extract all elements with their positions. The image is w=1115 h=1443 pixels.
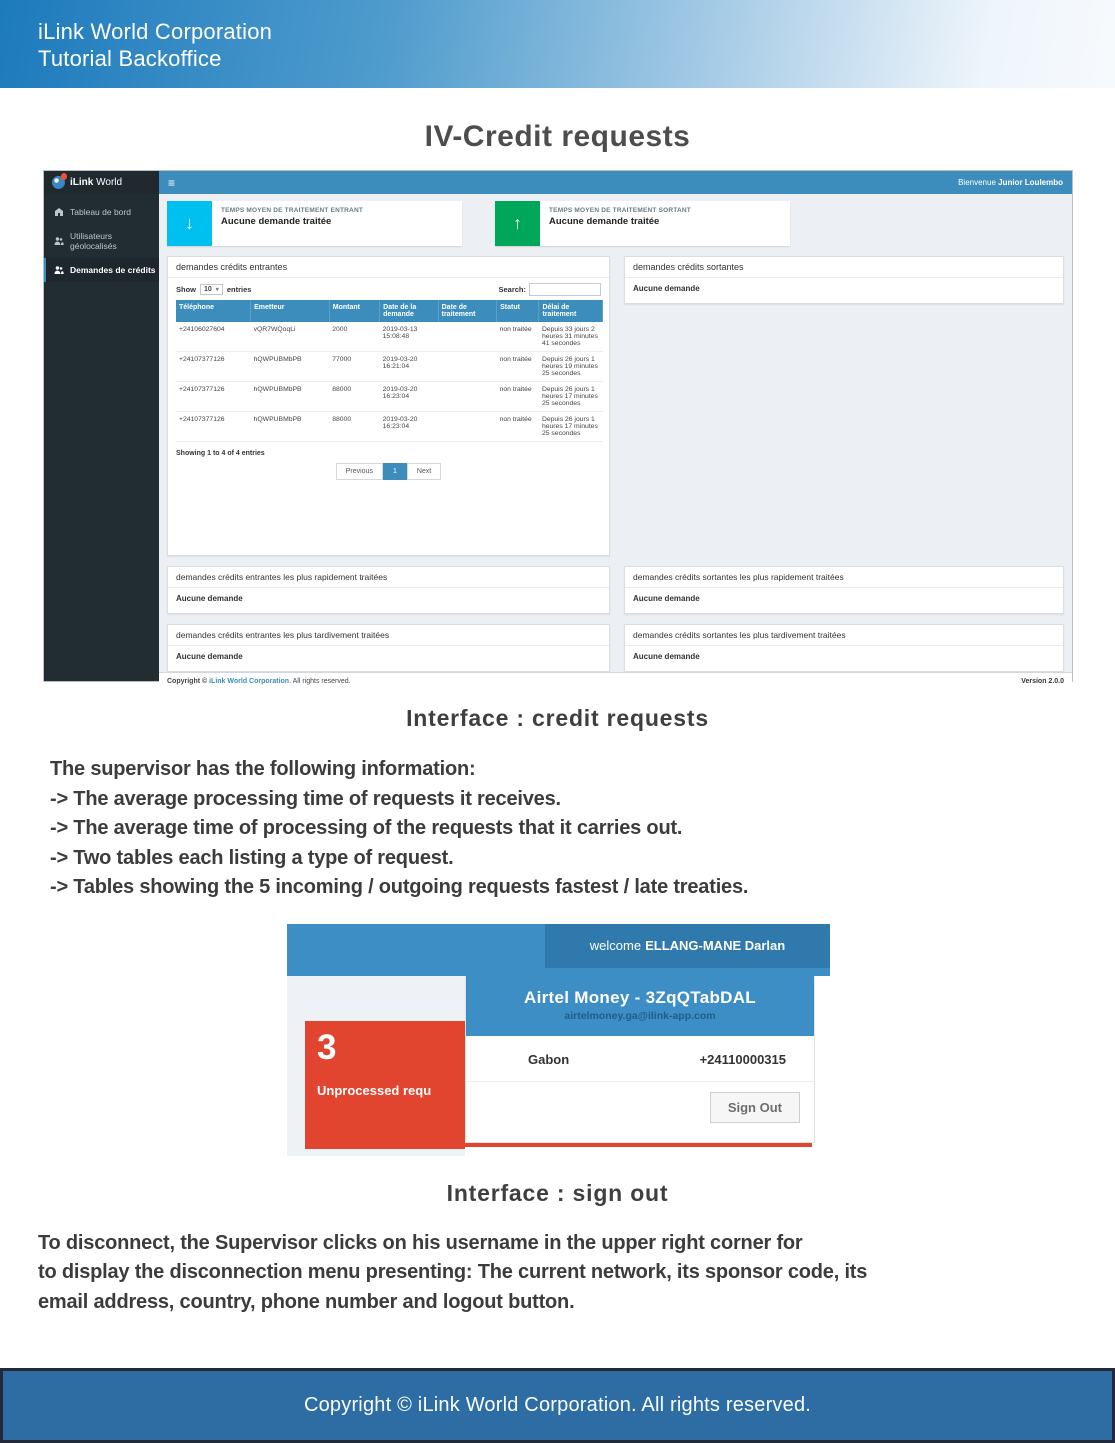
cell-amount: 88000 <box>329 412 379 442</box>
page-length-select[interactable]: 10 ▾ <box>200 284 223 295</box>
para-line: email address, country, phone number and logout button. <box>38 1290 575 1313</box>
cell-status: non traitée <box>497 352 539 382</box>
sidebar-item-dashboard[interactable] <box>44 200 159 224</box>
cell-amount: 88000 <box>329 382 379 412</box>
document-footer <box>0 1368 1115 1443</box>
pagination <box>168 459 609 486</box>
stat-label: TEMPS MOYEN DE TRAITEMENT ENTRANT <box>221 207 364 214</box>
users-icon <box>54 236 64 246</box>
unprocessed-requests-card <box>305 1021 465 1149</box>
para-line: to display the disconnection menu presenting: The current network, its sponsor code, its <box>38 1261 868 1283</box>
backoffice-content <box>159 194 1072 672</box>
red-card-edge <box>465 1143 812 1147</box>
cell-status: non traitée <box>497 382 539 412</box>
incoming-requests-panel <box>167 256 610 556</box>
document-subtitle: Tutorial Backoffice <box>38 46 222 71</box>
panel-title: demandes crédits sortantes les plus tardivement traitées <box>625 625 1063 646</box>
para-line: -> Two tables each listing a type of request. <box>50 846 454 869</box>
sidebar-item-geolocated-users[interactable] <box>44 224 159 258</box>
cell-request-date: 2019-03-20 16:21:04 <box>380 352 438 382</box>
copyright-prefix: Copyright © <box>167 677 210 685</box>
cell-processing-date <box>438 322 496 352</box>
version-label: Version 2.0.0 <box>1021 677 1064 685</box>
unprocessed-count: 3 <box>317 1027 337 1067</box>
up-arrow-icon: ↑ <box>495 201 540 246</box>
incoming-fastest-panel <box>167 566 610 614</box>
cell-sender: hQWPUBMbPB <box>251 412 330 442</box>
cell-delay: Depuis 33 jours 2 heures 31 minutes 41 secondes <box>539 322 603 352</box>
cell-phone: +24107377126 <box>176 412 251 442</box>
user-phone: +24110000315 <box>699 1051 786 1067</box>
user-email: airtelmoney.ga@ilink-app.com <box>564 1009 716 1022</box>
welcome-user-button[interactable]: welcome ELLANG-MANE Darlan <box>545 924 830 968</box>
outgoing-latest-panel <box>624 624 1064 672</box>
sign-out-button[interactable]: Sign Out <box>710 1092 800 1123</box>
cell-status: non traitée <box>497 412 539 442</box>
empty-message: Aucune demande <box>633 594 700 603</box>
chevron-down-icon: ▾ <box>215 287 219 293</box>
company-name: iLink World Corporation <box>38 19 273 44</box>
stat-value: Aucune demande traitée <box>549 216 660 227</box>
cell-phone: +24107377126 <box>176 352 251 382</box>
cell-phone: +24107377126 <box>176 382 251 412</box>
cell-status: non traitée <box>497 322 539 352</box>
sidebar-item-credit-requests[interactable] <box>44 258 159 282</box>
dashboard-icon <box>54 207 64 217</box>
down-arrow-icon: ↓ <box>167 201 212 246</box>
welcome-user[interactable]: Bienvenue Junior Loulembo <box>958 178 1063 187</box>
cell-amount: 2000 <box>329 322 379 352</box>
stat-card-incoming <box>167 201 462 246</box>
unprocessed-label: Unprocessed requ <box>317 1083 432 1098</box>
user-dropdown <box>465 976 815 1143</box>
col-header[interactable]: Date de traitement <box>438 300 496 322</box>
col-header[interactable]: Montant <box>329 300 379 322</box>
empty-message: Aucune demande <box>176 594 243 603</box>
cell-delay: Depuis 26 jours 1 heures 17 minutes 25 secondes <box>539 382 603 412</box>
user-country: Gabon <box>528 1051 570 1067</box>
copyright-suffix: . All rights reserved. <box>289 677 351 685</box>
footer-copyright: Copyright © iLink World Corporation. All rights reserved. <box>303 1394 812 1416</box>
brand-area[interactable] <box>44 171 159 194</box>
outgoing-requests-panel <box>624 256 1064 304</box>
table-row <box>176 412 603 442</box>
caption-sign-out: Interface : sign out <box>446 1179 669 1206</box>
table-summary: Showing 1 to 4 of 4 entries <box>176 450 265 457</box>
cell-sender: vQR7WQoqLi <box>251 322 330 352</box>
cell-delay: Depuis 26 jours 1 heures 17 minutes 25 secondes <box>539 412 603 442</box>
para-line: -> Tables showing the 5 incoming / outgoing requests fastest / late treaties. <box>50 876 749 898</box>
table-row <box>176 382 603 412</box>
panel-title: demandes crédits entrantes <box>168 257 609 278</box>
panel-title: demandes crédits sortantes les plus rapidement traitées <box>625 567 1063 588</box>
empty-message: Aucune demande <box>176 652 243 661</box>
cell-sender: hQWPUBMbPB <box>251 382 330 412</box>
ilink-link[interactable]: iLink World Corporation <box>209 677 290 685</box>
panel-title: demandes crédits sortantes <box>625 257 1063 278</box>
cell-delay: Depuis 26 jours 1 heures 19 minutes 25 secondes <box>539 352 603 382</box>
backoffice-navbar <box>159 171 1072 194</box>
cell-amount: 77000 <box>329 352 379 382</box>
previous-page-button[interactable]: Previous <box>336 463 383 480</box>
para-line: -> The average time of processing of the requests that it carries out. <box>50 817 683 839</box>
cell-request-date: 2019-03-20 16:23:04 <box>380 382 438 412</box>
ilink-logo-icon <box>52 176 65 189</box>
cell-processing-date <box>438 352 496 382</box>
signout-screenshot <box>287 924 830 1156</box>
cell-request-date: 2019-03-20 16:23:04 <box>380 412 438 442</box>
stat-label: TEMPS MOYEN DE TRAITEMENT SORTANT <box>549 207 691 214</box>
show-label: Show <box>176 285 196 294</box>
cell-request-date: 2019-03-13 15:08:48 <box>380 322 438 352</box>
sidebar-item-label: Tableau de bord <box>70 207 131 217</box>
page-title: IV-Credit requests <box>424 120 691 153</box>
next-page-button[interactable]: Next <box>407 463 441 480</box>
empty-message: Aucune demande <box>633 652 700 661</box>
para-line: To disconnect, the Supervisor clicks on his username in the upper right corner for <box>38 1231 803 1254</box>
sidebar-item-label: Demandes de crédits <box>70 265 156 275</box>
para-line: -> The average processing time of requests it receives. <box>50 787 561 810</box>
cell-sender: hQWPUBMbPB <box>251 352 330 382</box>
document-header <box>0 0 1115 88</box>
incoming-latest-panel <box>167 624 610 672</box>
backoffice-screenshot <box>43 170 1073 685</box>
cell-processing-date <box>438 412 496 442</box>
para-line: The supervisor has the following information: <box>50 758 476 780</box>
empty-message: Aucune demande <box>633 284 700 293</box>
col-header[interactable]: Date de la demande <box>380 300 438 322</box>
col-header[interactable]: Délai de traitement <box>539 300 603 322</box>
stat-card-outgoing <box>495 201 790 246</box>
cell-phone: +24106027604 <box>176 322 251 352</box>
backoffice-sidebar <box>44 194 159 681</box>
cell-processing-date <box>438 382 496 412</box>
incoming-requests-table <box>176 300 603 442</box>
stat-value: Aucune demande traitée <box>221 216 332 227</box>
caption-credit-requests: Interface : credit requests <box>406 705 709 731</box>
outgoing-fastest-panel <box>624 566 1064 614</box>
brand-name: iLink World <box>70 177 123 188</box>
search-input[interactable] <box>529 283 601 296</box>
table-header-row <box>176 300 603 322</box>
sidebar-item-label: Utilisateurs géolocalisés <box>70 231 117 251</box>
col-header[interactable]: Téléphone <box>176 300 251 322</box>
page-1-button[interactable]: 1 <box>383 463 407 480</box>
users-icon <box>54 265 64 275</box>
panel-title: demandes crédits entrantes les plus rapidement traitées <box>168 567 609 588</box>
table-row <box>176 322 603 352</box>
col-header[interactable]: Statut <box>497 300 539 322</box>
paragraph-supervisor-info <box>50 755 1115 903</box>
hamburger-menu-icon[interactable]: ≡ <box>168 175 176 190</box>
col-header[interactable]: Emetteur <box>251 300 330 322</box>
backoffice-topbar <box>44 171 1072 194</box>
entries-label: entries <box>226 285 252 294</box>
network-name: Airtel Money - 3ZqQTabDAL <box>524 987 756 1007</box>
table-row <box>176 352 603 382</box>
search-label: Search: <box>498 285 526 294</box>
panel-title: demandes crédits entrantes les plus tardivement traitées <box>168 625 609 646</box>
user-dropdown-header <box>466 976 814 1036</box>
paragraph-disconnect <box>38 1229 1115 1318</box>
backoffice-footer <box>159 672 1072 689</box>
